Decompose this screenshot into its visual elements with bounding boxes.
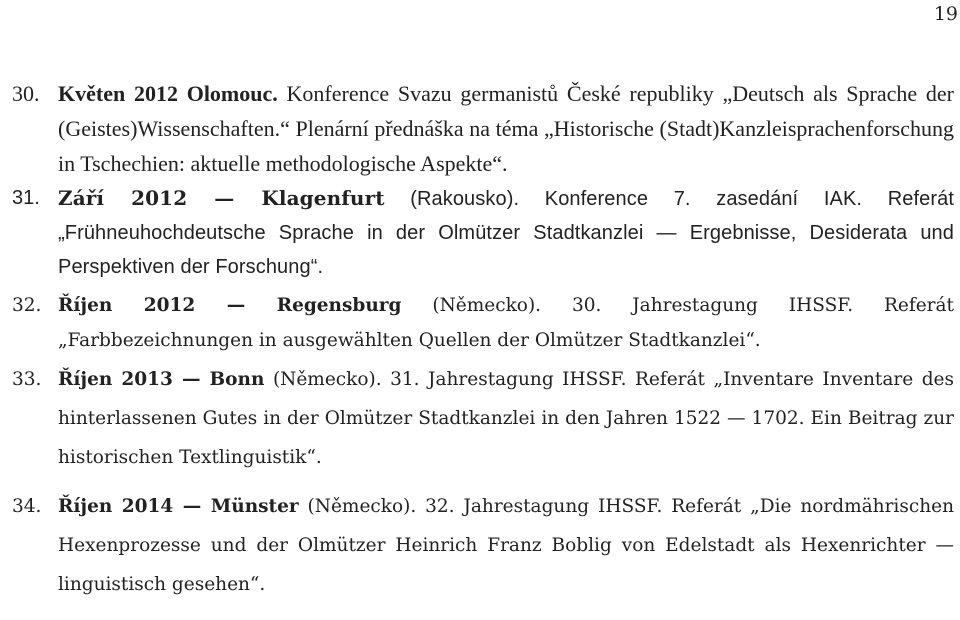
entry-body: [58, 288, 954, 358]
entry-lead: Říjen 2013 — Bonn: [58, 369, 265, 390]
list-item: [12, 487, 954, 604]
entry-number: 33.: [12, 369, 42, 390]
entry-number: 31.: [12, 187, 40, 209]
entry-text: (Německo). 30. Jahrestagung IHSSF. Referát „Farbbezeichnungen in ausgewählten Quellen der Olmützer Stadtkanzlei“.: [58, 295, 954, 351]
entry-text: (Německo). 32. Jahrestagung IHSSF. Referát „Die nordmährischen Hexenprozesse und der Olmützer Heinrich Franz Boblig von Edelstadt als Hexenrichter — linguistisch gesehen“.: [58, 496, 954, 595]
entry-body: [58, 487, 954, 604]
entry-lead: Říjen 2014 — Münster: [58, 496, 299, 517]
list-item: [12, 288, 954, 358]
entry-body: [58, 76, 954, 181]
entry-lead: Květen 2012 Olomouc.: [58, 81, 278, 106]
conference-list: [12, 76, 954, 604]
list-item: [12, 76, 954, 181]
entry-lead: Září 2012 — Klagenfurt: [58, 186, 385, 210]
entry-text: (Rakousko). Konference 7. zasedání IAK. Referát „Frühneuhochdeutsche Sprache in der Olmützer Stadtkanzlei — Ergebnisse, Desiderata und Perspektiven der Forschung“.: [58, 188, 954, 278]
page-number: 19: [933, 3, 958, 25]
entry-body: [58, 181, 954, 284]
entry-number: 32.: [12, 295, 42, 316]
list-item: [12, 181, 954, 284]
entry-number: 34.: [12, 496, 42, 517]
entry-number: 30.: [12, 81, 40, 106]
list-item: [12, 360, 954, 477]
entry-text: (Německo). 31. Jahrestagung IHSSF. Referát „Inventare Inventare des hinterlassenen Gutes in der Olmützer Stadtkanzlei in den Jahren 1522 — 1702. Ein Beitrag zur historischen Textlinguistik“.: [58, 369, 954, 468]
entry-lead: Říjen 2012 — Regensburg: [58, 295, 402, 316]
entry-body: [58, 360, 954, 477]
entry-text: Konference Svazu germanistů České republiky „Deutsch als Sprache der (Geistes)Wissenschaften.“ Plenární přednáška na téma „Historische (Stadt)Kanzleisprachenforschung in Tschechien: aktuelle methodologische Aspekte“.: [58, 81, 954, 176]
